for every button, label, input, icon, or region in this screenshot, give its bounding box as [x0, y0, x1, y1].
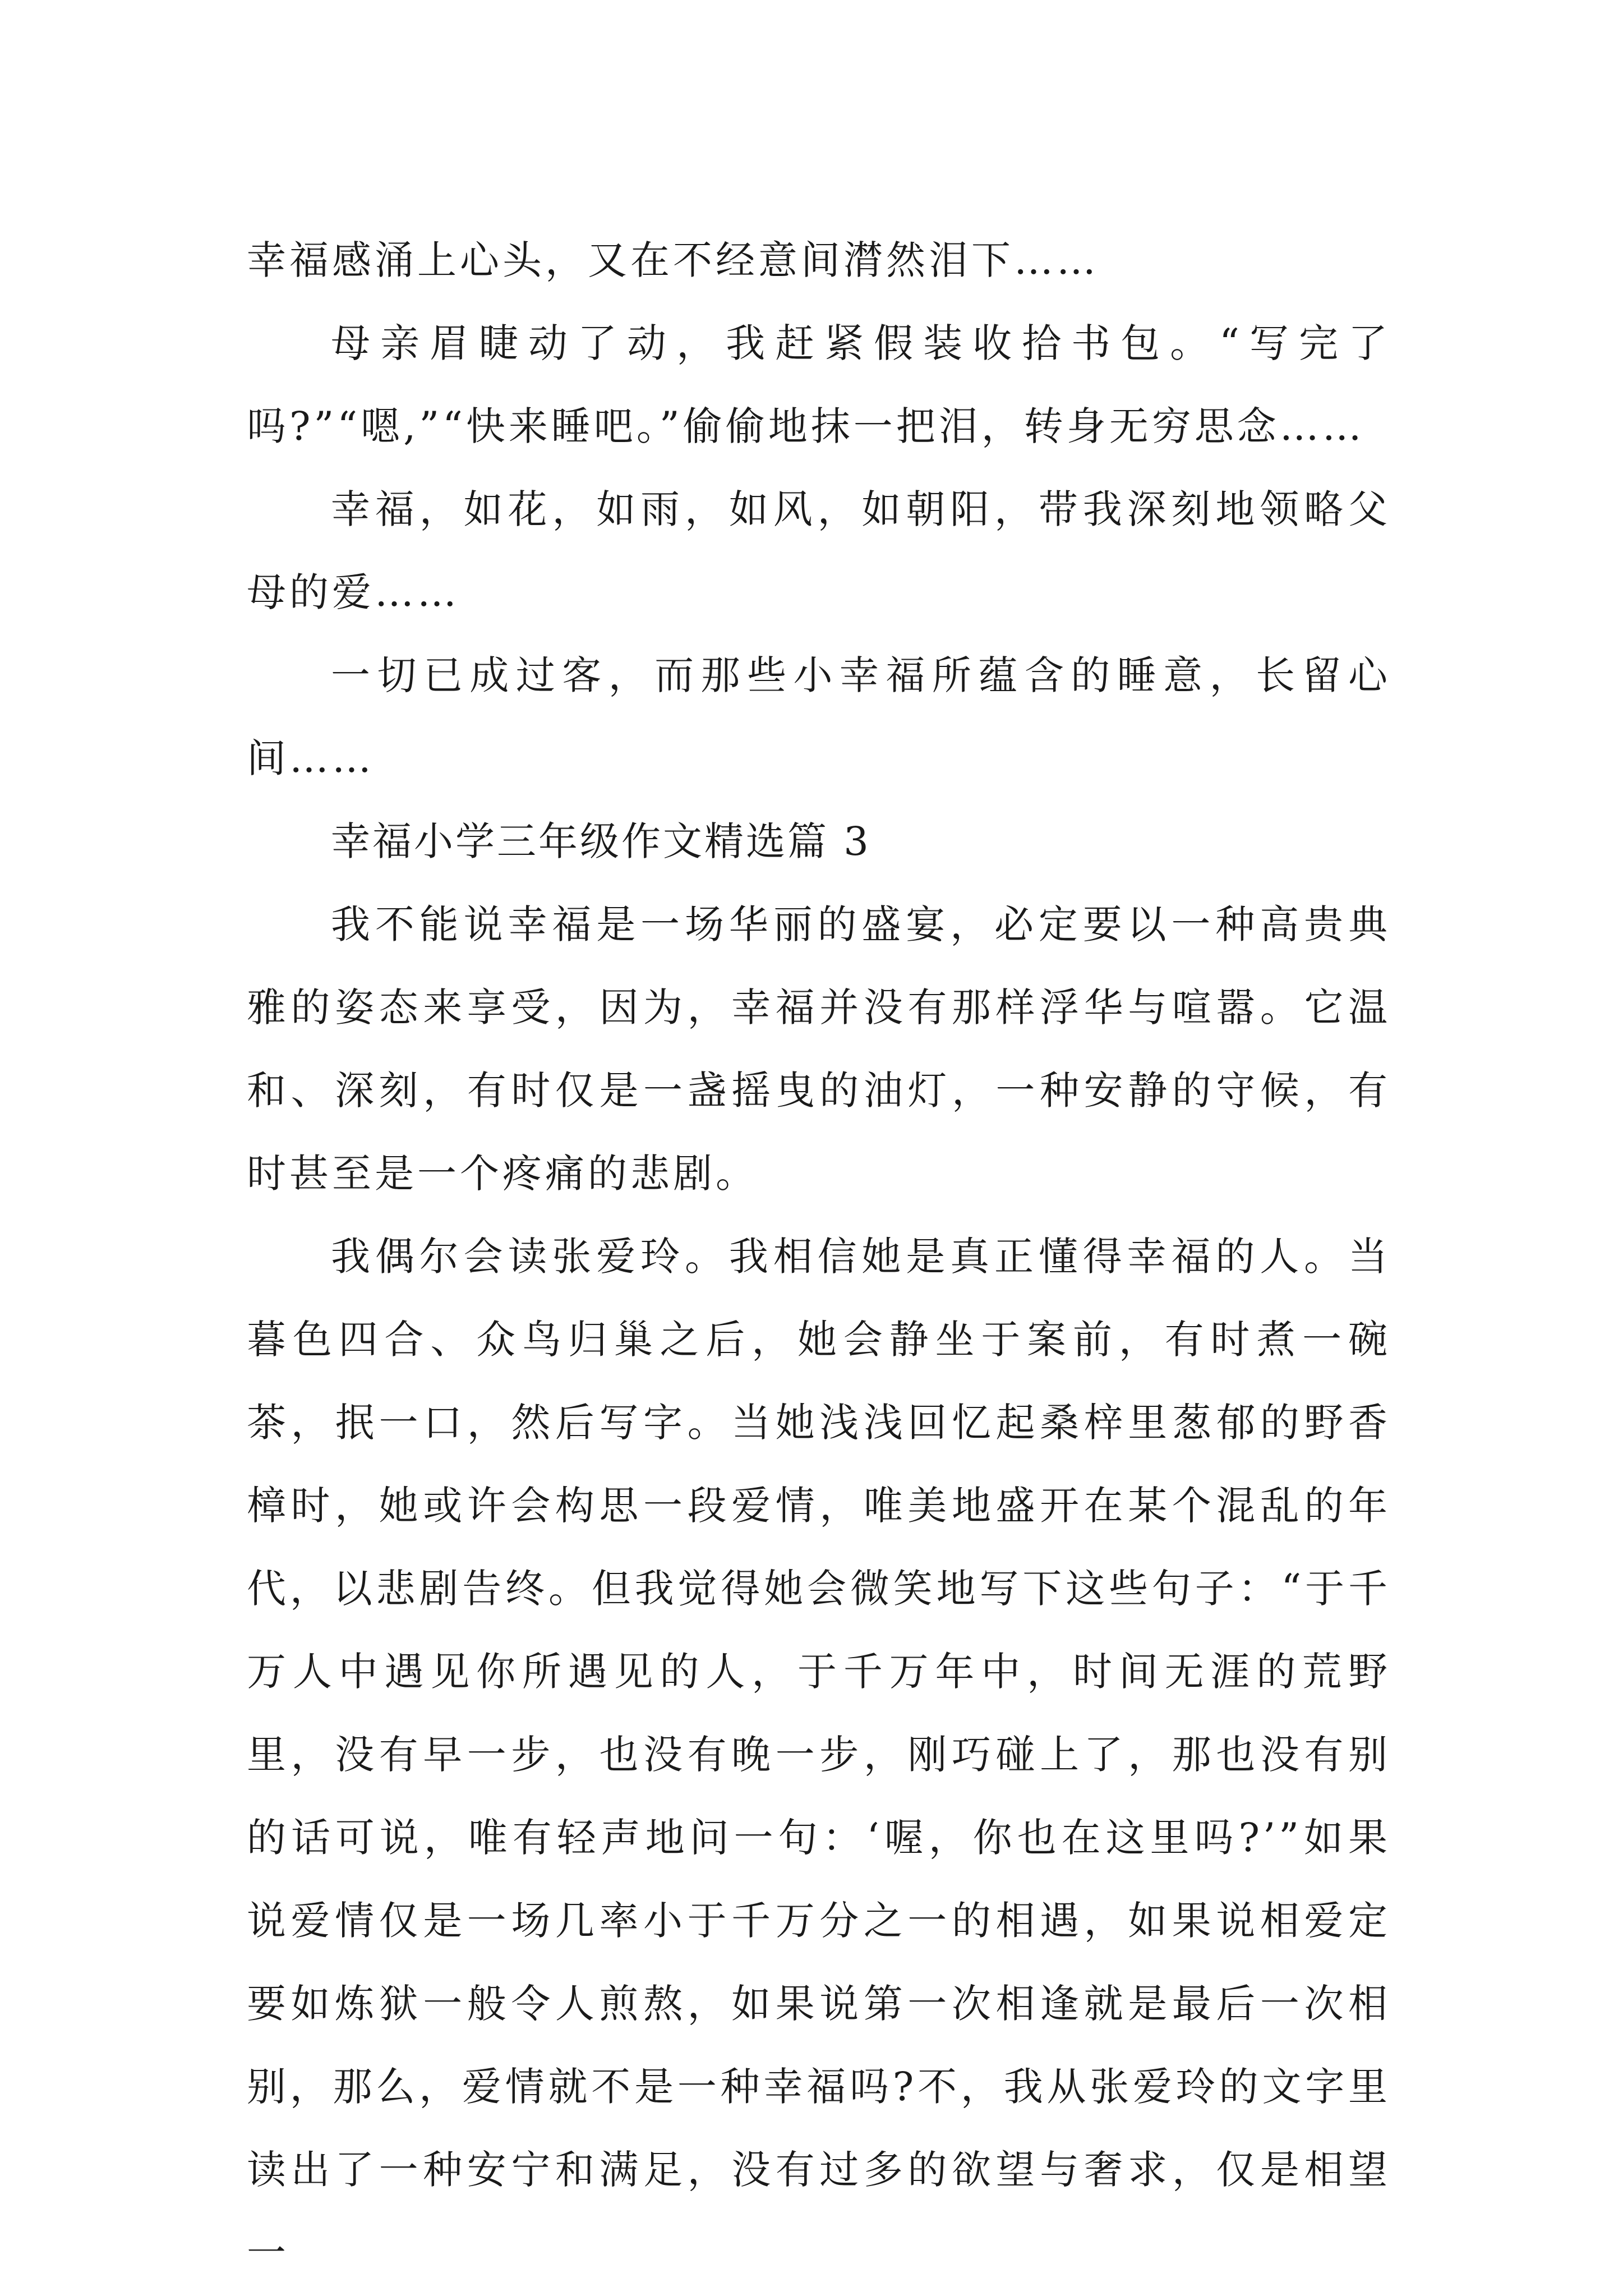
document-body	[247, 219, 1391, 2294]
paragraph: 幸福，如花，如雨，如风，如朝阳，带我深刻地领略父母的爱……	[247, 486, 1391, 615]
paragraph: 我偶尔会读张爱玲。我相信她是真正懂得幸福的人。当暮色四合、众鸟归巢之后，她会静坐于案前，有时煮一碗茶，抿一口，然后写字。当她浅浅回忆起桑梓里葱郁的野香樟时，她或许会构思一段爱情，唯美地盛开在某个混乱的年代，以悲剧告终。但我觉得她会微笑地写下这些句子：“于千万人中遇见你所遇见的人，于千万年中，时间无涯的荒野里，没有早一步，也没有晚一步，刚巧碰上了，那也没有别的话可说，唯有轻声地问一句：‘喔，你也在这里吗?’”如果说爱情仅是一场几率小于千万分之一的相遇，如果说相爱定要如炼狱一般令人煎熬，如果说第一次相逢就是最后一次相别，那么，爱情就不是一种幸福吗?不，我从张爱玲的文字里读出了一种安宁和满足，没有过多的欲望与奢求，仅是相望一	[247, 1234, 1391, 2276]
section-title: 幸福小学三年级作文精选篇 3	[331, 818, 871, 864]
paragraph: 母亲眉睫动了动，我赶紧假装收拾书包。“写完了吗?”“嗯,”“快来睡吧。”偷偷地抹一把泪，转身无穷思念……	[247, 320, 1391, 449]
paragraph: 幸福感涌上心头，又在不经意间潸然泪下……	[247, 237, 1099, 283]
paragraph: 一切已成过客，而那些小幸福所蕴含的睡意，长留心间……	[247, 652, 1391, 781]
paragraph: 我不能说幸福是一场华丽的盛宴，必定要以一种高贵典雅的姿态来享受，因为，幸福并没有那样浮华与喧嚣。它温和、深刻，有时仅是一盏摇曳的油灯，一种安静的守候，有时甚至是一个疼痛的悲剧。	[247, 901, 1391, 1197]
